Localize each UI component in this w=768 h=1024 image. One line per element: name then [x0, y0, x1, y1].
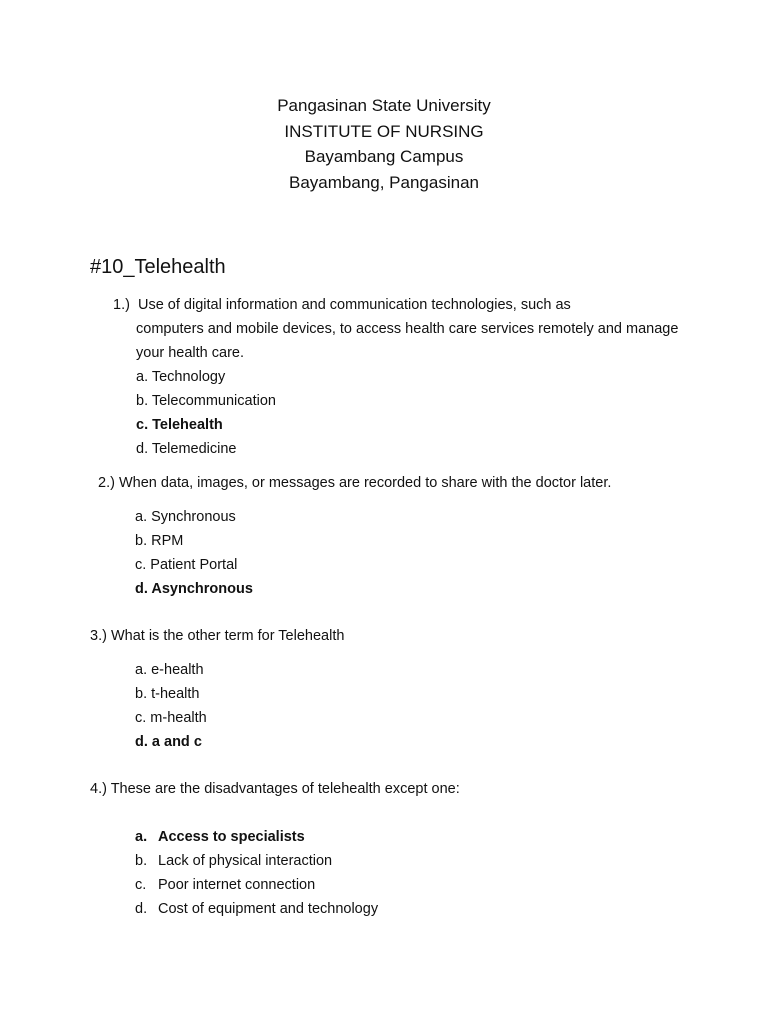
university-name: Pangasinan State University [277, 96, 491, 115]
question-1-stem-first-line [113, 293, 713, 317]
question-2-option-a: a. Synchronous [135, 509, 236, 525]
option-letter: d. [135, 901, 148, 917]
question-3-option-b: b. t-health [135, 686, 200, 702]
question-4 [90, 777, 710, 921]
question-1-option-c-answer: c. Telehealth [136, 417, 223, 433]
question-1-number: 1.) [113, 297, 130, 313]
option-text: Poor internet connection [158, 877, 316, 893]
question-1-stem-continued: computers and mobile devices, to access health care services remotely and manage your health care. [136, 321, 679, 361]
question-4-option-b [135, 849, 710, 873]
question-2-options [98, 505, 718, 601]
question-1-stem-text: Use of digital information and communication technologies, such as [137, 297, 571, 313]
question-2-option-c: c. Patient Portal [135, 557, 238, 573]
question-3-option-c: c. m-health [135, 710, 207, 726]
question-4-option-c [135, 873, 710, 897]
question-2-option-b: b. RPM [135, 533, 184, 549]
question-1-option-b: b. Telecommunication [136, 393, 276, 409]
question-4-options [90, 825, 710, 921]
question-3-stem: 3.) What is the other term for Telehealth [90, 628, 345, 644]
question-2 [98, 471, 718, 601]
option-letter: c. [135, 877, 147, 893]
option-text: Lack of physical interaction [158, 853, 333, 869]
question-1-option-d: d. Telemedicine [136, 441, 237, 457]
institute-name: INSTITUTE OF NURSING [284, 121, 484, 141]
question-3-options [90, 658, 710, 754]
question-3-option-d-answer: d. a and c [135, 734, 202, 750]
question-1-option-a: a. Technology [136, 369, 226, 385]
question-4-option-a-answer [135, 825, 710, 849]
question-1 [113, 293, 713, 461]
question-1-options [113, 365, 713, 461]
question-4-stem: 4.) These are the disadvantages of telehealth except one: [90, 781, 460, 797]
option-letter: a. [135, 829, 148, 845]
campus-name: Bayambang Campus [304, 147, 464, 166]
document-header [0, 93, 768, 195]
question-4-option-d [135, 897, 710, 921]
campus-location: Bayambang, Pangasinan [289, 172, 479, 192]
option-letter: b. [135, 853, 148, 869]
document-title: #10_Telehealth [90, 256, 226, 278]
question-2-option-d-answer: d. Asynchronous [135, 581, 253, 597]
question-3 [90, 624, 710, 754]
question-2-stem: 2.) When data, images, or messages are recorded to share with the doctor later. [98, 475, 612, 491]
question-3-option-a: a. e-health [135, 662, 204, 678]
option-text: Access to specialists [158, 829, 305, 845]
option-text: Cost of equipment and technology [158, 901, 379, 917]
